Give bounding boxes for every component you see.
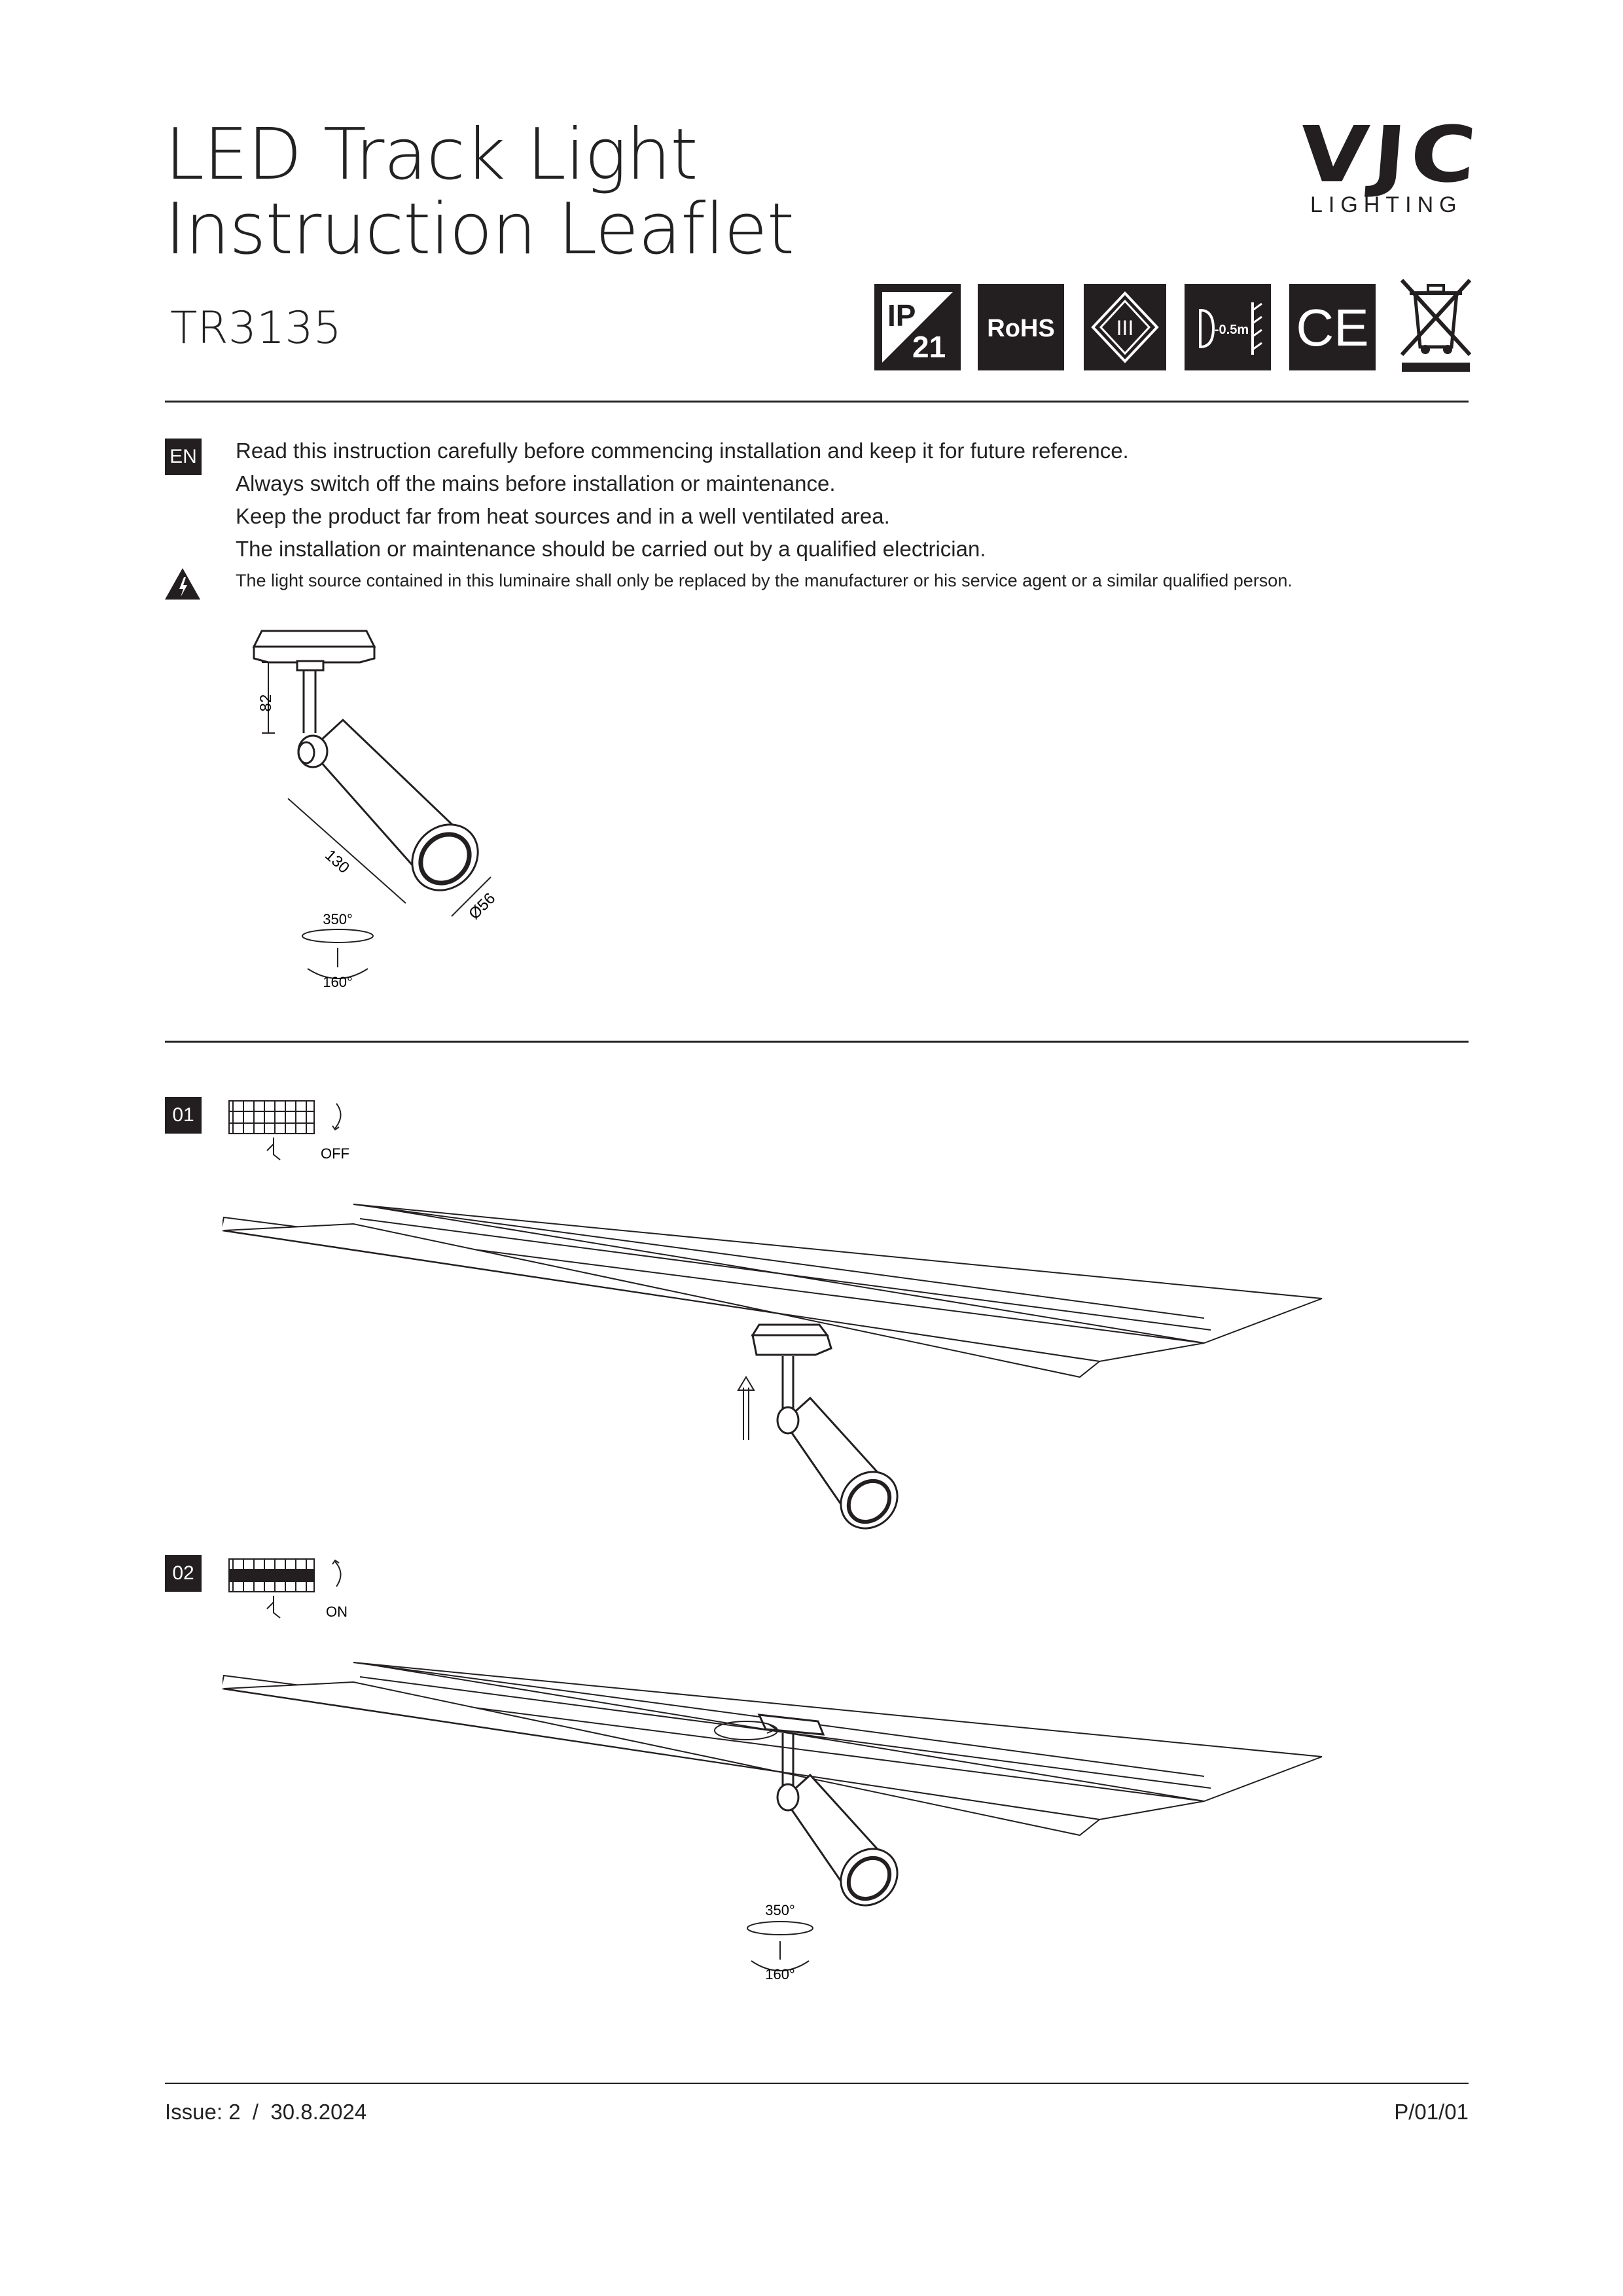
ip-label: IP (887, 298, 916, 332)
dim-rotate-vertical: 160° (323, 974, 353, 990)
document-title (165, 114, 794, 270)
section-divider (165, 1041, 1469, 1043)
distance-icon (1185, 284, 1271, 370)
switch-state-off: OFF (321, 1145, 349, 1162)
dim-rotate-horizontal: 350° (323, 911, 353, 927)
issue-date: Issue: 2 / 30.8.2024 (165, 2100, 367, 2124)
product-dimension-drawing (242, 622, 543, 995)
warning-text: The light source contained in this luminaire shall only be replaced by the manufacturer or his service agent or a similar qualified person. (236, 571, 1293, 590)
dim-height: 82 (257, 694, 275, 712)
class-iii-icon (1084, 284, 1166, 370)
step2-rotate-vertical: 160° (765, 1966, 795, 1982)
ip-number: 21 (912, 330, 946, 364)
step-02-installation-drawing (223, 1623, 1335, 1990)
header-divider (165, 401, 1469, 403)
ce-icon (1289, 284, 1376, 370)
breaker-switch-on-icon (225, 1550, 356, 1622)
safety-line: Read this instruction carefully before commencing installation and keep it for future reference. (236, 439, 1129, 463)
title-line-2: Instruction Leaflet (165, 188, 794, 270)
warning-icon (164, 567, 202, 601)
brand-subtitle: LIGHTING (1310, 192, 1463, 217)
step2-rotate-horizontal: 350° (765, 1902, 795, 1918)
rohs-icon (978, 284, 1064, 370)
ce-label: CE (1296, 298, 1369, 357)
ip21-icon (874, 284, 961, 370)
rohs-label: RoHS (987, 315, 1055, 342)
step-01-installation-drawing (223, 1165, 1335, 1532)
safety-instructions (236, 435, 1129, 565)
footer-divider (165, 2083, 1469, 2084)
distance-label: -0.5m (1214, 323, 1249, 337)
safety-line: Always switch off the mains before installation or maintenance. (236, 471, 836, 495)
safety-line: The installation or maintenance should be carried out by a qualified electrician. (236, 537, 986, 561)
step-number-02: 02 (165, 1555, 202, 1592)
title-line-1: LED Track Light (165, 114, 698, 196)
model-number: TR3135 (170, 302, 342, 354)
brand-name: VJC (1296, 109, 1484, 200)
page-number: P/01/01 (1394, 2100, 1469, 2124)
brand-logo (1296, 109, 1484, 220)
language-badge: EN (165, 439, 202, 475)
weee-bin-icon (1397, 274, 1475, 373)
class-label: III (1116, 316, 1134, 340)
dim-length: 130 (321, 846, 353, 877)
breaker-switch-off-icon (225, 1092, 356, 1164)
dim-diameter: Ø56 (465, 889, 499, 924)
switch-state-on: ON (326, 1604, 348, 1620)
safety-line: Keep the product far from heat sources and in a well ventilated area. (236, 504, 890, 528)
step-number-01: 01 (165, 1097, 202, 1134)
